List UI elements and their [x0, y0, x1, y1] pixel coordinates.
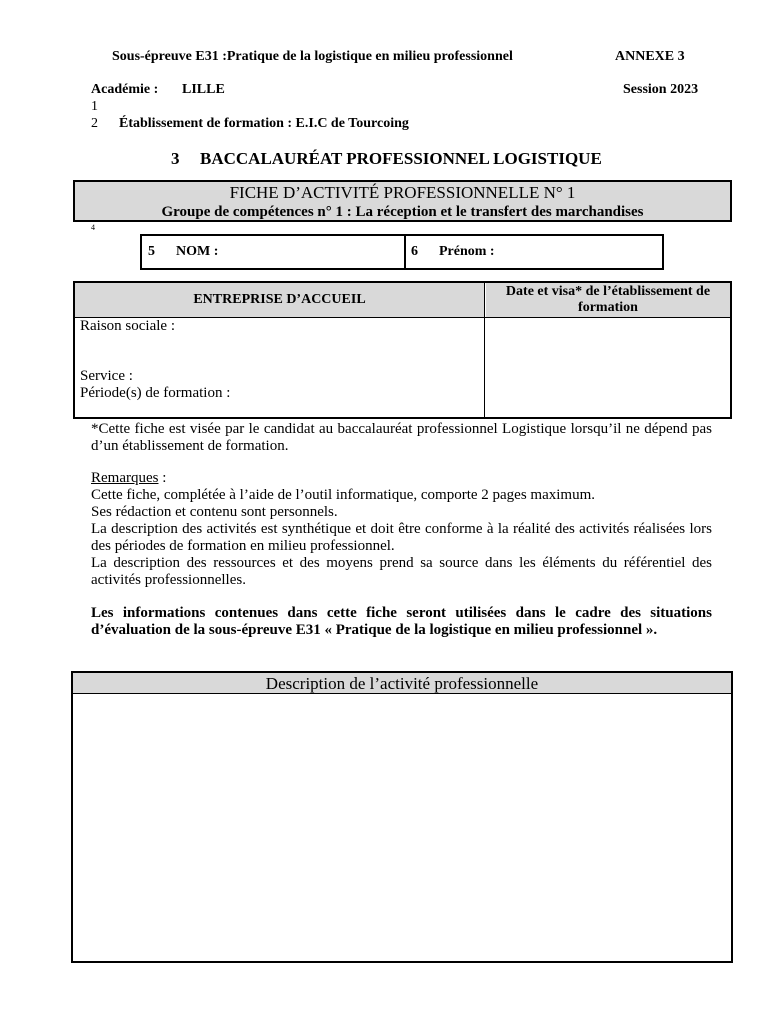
identity-divider [404, 234, 406, 270]
visa-header: Date et visa* de l’établissement de formation [505, 284, 711, 315]
remark-line-2: Ses rédaction et contenu sont personnels. [91, 504, 338, 520]
remark-line-3: La description des activités est synthétique et doit être conforme à la réalité des activités réalisées lors des périodes de formation en milieu professionnel. [91, 521, 712, 554]
subtest-title: Sous-épreuve E31 :Pratique de la logistique en milieu professionnel [112, 49, 513, 64]
remarques-label: Remarques [91, 470, 159, 486]
raison-sociale-label: Raison sociale : [80, 318, 175, 334]
main-heading: BACCALAURÉAT PROFESSIONNEL LOGISTIQUE [200, 149, 602, 168]
evaluation-notice: Les informations contenues dans cette fiche seront utilisées dans le cadre des situations d’évaluation de la sous-épreuve E31 « Pratique de la logistique en milieu professionnel ». [91, 605, 712, 638]
establishment-label: Établissement de formation : E.I.C de Tourcoing [119, 116, 409, 131]
description-box[interactable] [71, 671, 733, 963]
description-title: Description de l’activité professionnelle [265, 674, 539, 693]
line-number-1: 1 [91, 99, 98, 114]
remarques-heading [91, 470, 166, 487]
remark-line-4: La description des ressources et des moyens prend sa source dans les éléments du référentiel des activités professionnelles. [91, 555, 712, 588]
annex-label: ANNEXE 3 [615, 49, 685, 64]
session-label: Session 2023 [623, 82, 699, 97]
entreprise-header: ENTREPRISE D’ACCUEIL [193, 292, 366, 307]
small-number: 4 [91, 223, 95, 232]
nom-number: 5 [148, 244, 155, 259]
prenom-number: 6 [411, 244, 418, 259]
heading-number: 3 [171, 149, 180, 168]
identity-box [140, 234, 664, 270]
remark-line-1: Cette fiche, complétée à l’aide de l’outil informatique, comporte 2 pages maximum. [91, 487, 595, 503]
table-column-rule [484, 283, 485, 417]
prenom-field[interactable]: Prénom : [439, 244, 495, 259]
fiche-subtitle: Groupe de compétences n° 1 : La réception et le transfert des marchandises [161, 204, 644, 220]
visa-note: *Cette fiche est visée par le candidat au baccalauréat professionnel Logistique lorsqu’il ne dépend pas d’un établissement de formation. [91, 421, 712, 454]
periodes-label: Période(s) de formation : [80, 385, 231, 401]
fiche-title-box [73, 180, 732, 222]
fiche-title: FICHE D’ACTIVITÉ PROFESSIONNELLE N° 1 [229, 183, 576, 202]
line-number-2: 2 [91, 116, 98, 131]
service-label: Service : [80, 368, 133, 384]
remarques-colon: : [158, 470, 167, 486]
academy-value: LILLE [182, 82, 225, 97]
academy-label: Académie : [91, 82, 159, 97]
nom-field[interactable]: NOM : [176, 244, 219, 259]
